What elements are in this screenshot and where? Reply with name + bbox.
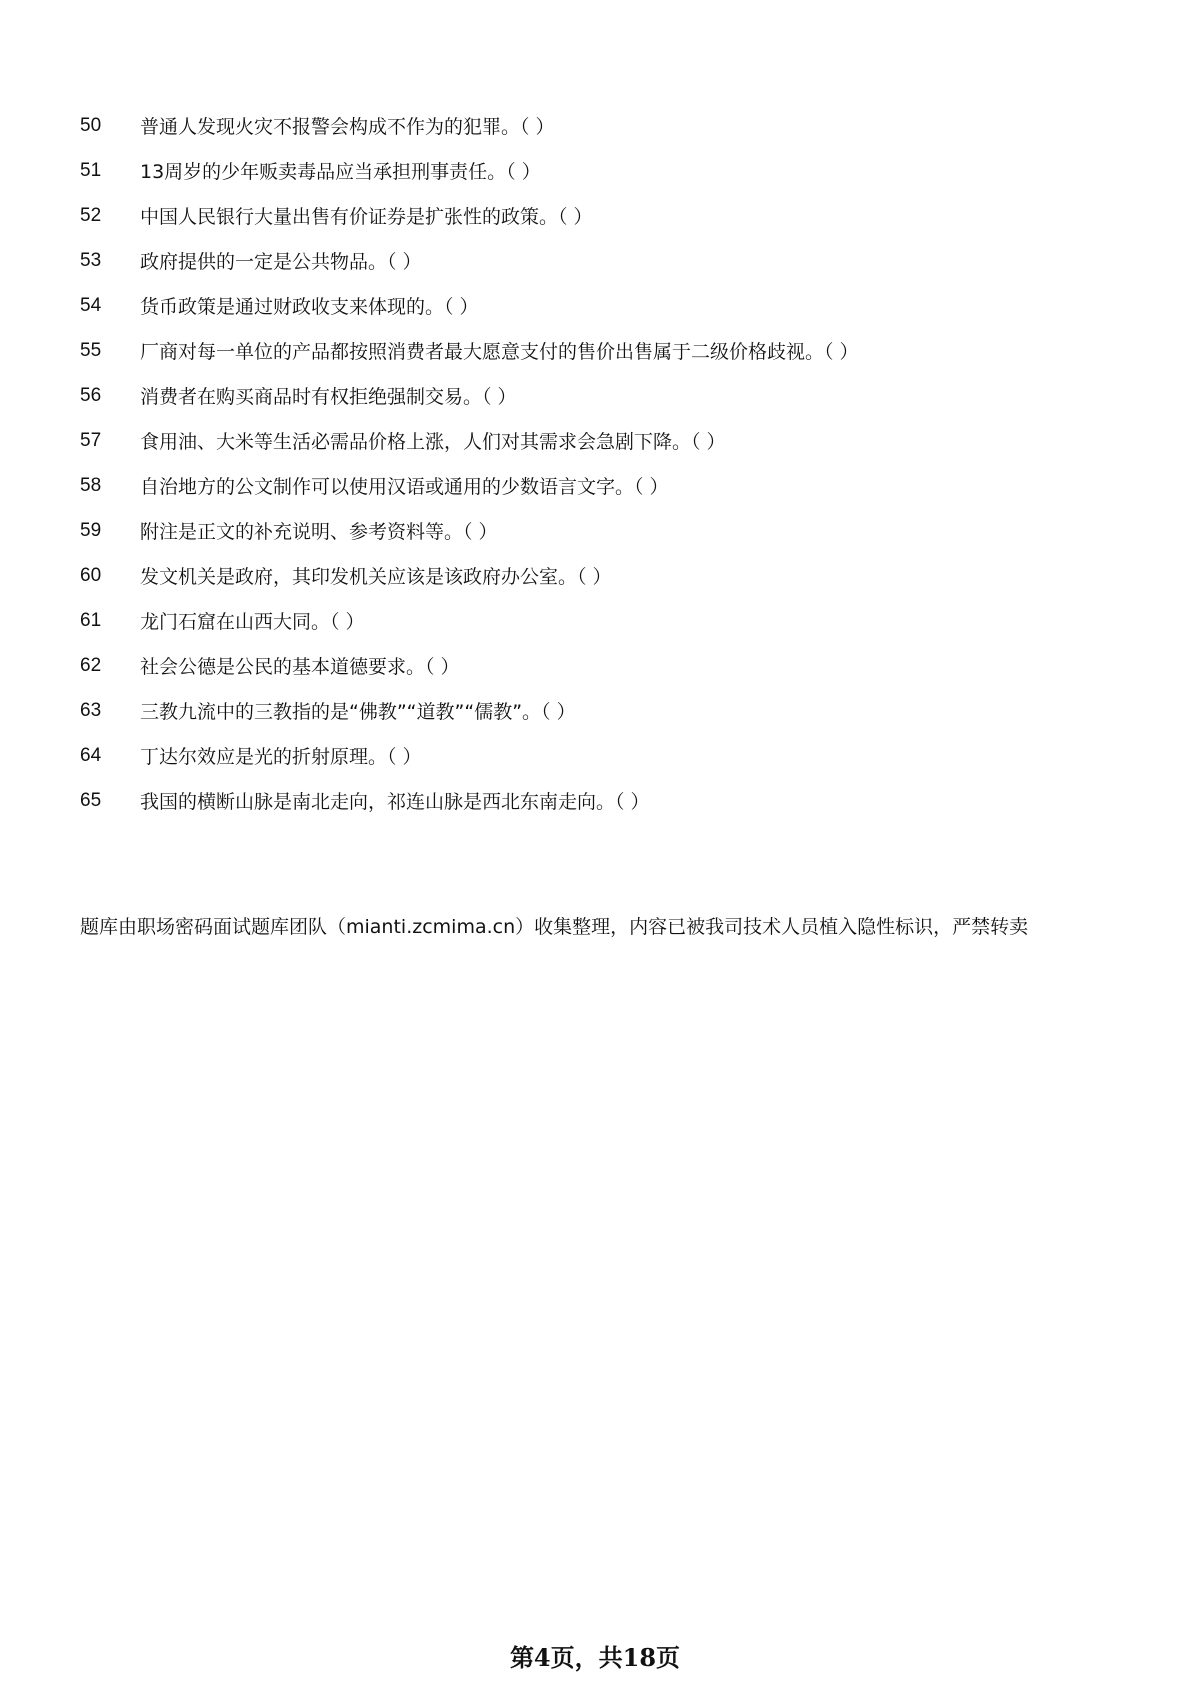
question-text: 食用油、大米等生活必需品价格上涨，人们对其需求会急剧下降。（ ） [140, 431, 726, 453]
question-item [80, 508, 1140, 553]
question-text: 附注是正文的补充说明、参考资料等。（ ） [140, 521, 498, 543]
question-text: 丁达尔效应是光的折射原理。（ ） [140, 746, 422, 768]
question-number: 59 [80, 519, 102, 541]
question-text: 中国人民银行大量出售有价证券是扩张性的政策。（ ） [140, 206, 593, 228]
question-text: 消费者在购买商品时有权拒绝强制交易。（ ） [140, 386, 517, 408]
question-number: 51 [80, 159, 102, 181]
question-item [80, 643, 1140, 688]
question-text: 发文机关是政府，其印发机关应该是该政府办公室。（ ） [140, 566, 612, 588]
question-list [80, 103, 1140, 823]
question-item [80, 103, 1140, 148]
question-number: 56 [80, 384, 102, 406]
question-number: 57 [80, 429, 102, 451]
page-number: 第4页，共18页 [509, 1643, 681, 1672]
question-text: 13周岁的少年贩卖毒品应当承担刑事责任。（ ） [140, 161, 541, 183]
question-item [80, 598, 1140, 643]
question-text: 我国的横断山脉是南北走向，祁连山脉是西北东南走向。（ ） [140, 791, 650, 813]
question-item [80, 148, 1140, 193]
question-item [80, 463, 1140, 508]
question-item [80, 778, 1140, 823]
question-item [80, 418, 1140, 463]
question-number: 54 [80, 294, 102, 316]
question-item [80, 283, 1140, 328]
question-text: 三教九流中的三教指的是“佛教”“道教”“儒教”。（ ） [140, 701, 576, 723]
question-number: 52 [80, 204, 102, 226]
question-item [80, 238, 1140, 283]
question-number: 58 [80, 474, 102, 496]
question-number: 62 [80, 654, 102, 676]
copyright-notice: 题库由职场密码面试题库团队（mianti.zcmima.cn）收集整理，内容已被我司技术人员植入隐性标识，严禁转卖 [80, 916, 1029, 938]
question-item [80, 193, 1140, 238]
question-item [80, 688, 1140, 733]
question-item [80, 553, 1140, 598]
question-text: 政府提供的一定是公共物品。（ ） [140, 251, 422, 273]
question-item [80, 733, 1140, 778]
question-number: 65 [80, 789, 102, 811]
question-text: 龙门石窟在山西大同。（ ） [140, 611, 365, 633]
question-number: 50 [80, 114, 102, 136]
question-number: 64 [80, 744, 102, 766]
question-text: 货币政策是通过财政收支来体现的。（ ） [140, 296, 479, 318]
question-number: 63 [80, 699, 102, 721]
question-item [80, 328, 1140, 373]
question-number: 60 [80, 564, 102, 586]
question-text: 普通人发现火灾不报警会构成不作为的犯罪。（ ） [140, 116, 555, 138]
question-number: 55 [80, 339, 102, 361]
question-number: 53 [80, 249, 102, 271]
question-number: 61 [80, 609, 102, 631]
question-item [80, 373, 1140, 418]
question-text: 社会公德是公民的基本道德要求。（ ） [140, 656, 460, 678]
question-text: 自治地方的公文制作可以使用汉语或通用的少数语言文字。（ ） [140, 476, 669, 498]
question-text: 厂商对每一单位的产品都按照消费者最大愿意支付的售价出售属于二级价格歧视。（ ） [140, 341, 859, 363]
